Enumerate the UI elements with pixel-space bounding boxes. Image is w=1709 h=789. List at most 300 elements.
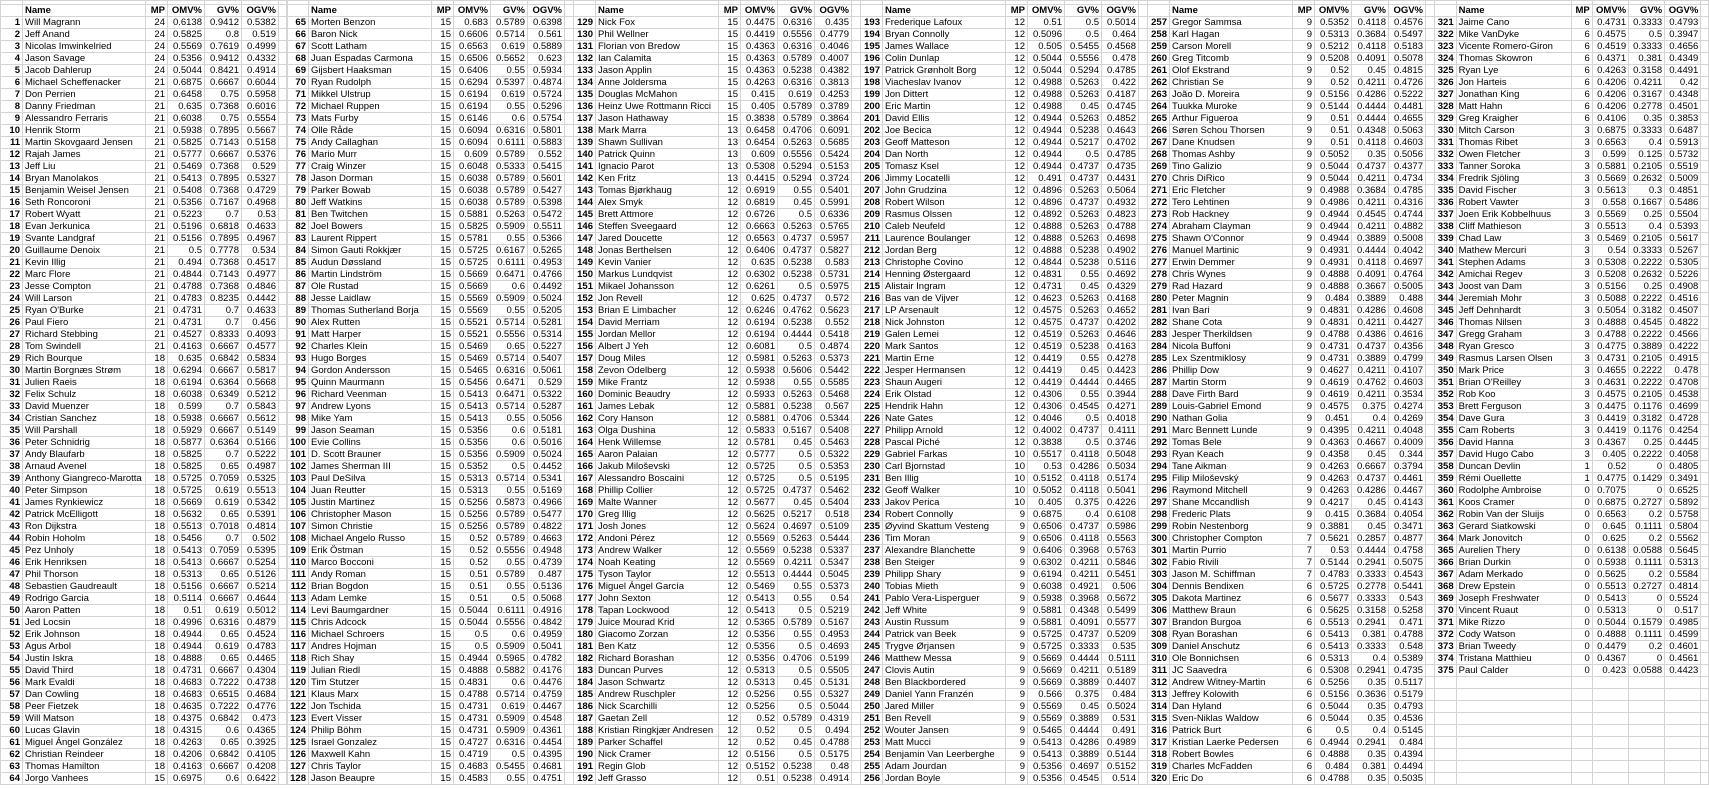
cell-mp[interactable]: 9 [1293, 413, 1315, 425]
cell-mp[interactable]: 0 [1571, 593, 1592, 605]
cell-mp[interactable]: 18 [146, 545, 168, 557]
cell-rank[interactable]: 202 [861, 125, 883, 137]
cell-rank[interactable]: 92 [287, 341, 309, 353]
cell-name[interactable]: Julien Raeis [23, 377, 146, 389]
cell-ogv[interactable]: 0.4394 [1389, 749, 1426, 761]
cell-mp[interactable]: 15 [432, 365, 454, 377]
header-rank[interactable] [861, 5, 883, 17]
cell-gv[interactable]: 0.4444 [778, 569, 815, 581]
cell-mp[interactable]: 12 [1006, 245, 1028, 257]
cell-omv[interactable]: 0.5938 [168, 125, 205, 137]
cell-rank[interactable]: 182 [574, 653, 596, 665]
cell-gv[interactable]: 0.375 [1352, 401, 1389, 413]
cell-omv[interactable]: 0.5777 [168, 149, 205, 161]
cell-name[interactable]: LP Arsenault [883, 305, 1006, 317]
cell-omv[interactable]: 0.5669 [1028, 665, 1065, 677]
cell-mp[interactable]: 9 [1006, 629, 1028, 641]
cell-mp[interactable]: 15 [432, 77, 454, 89]
cell-ogv[interactable]: 0.4538 [1665, 389, 1701, 401]
cell-gv[interactable]: 0.5263 [778, 353, 815, 365]
cell-omv[interactable]: 0.4419 [741, 29, 778, 41]
cell-mp[interactable]: 15 [719, 17, 741, 29]
cell-ogv[interactable]: 0.4846 [242, 281, 279, 293]
cell-rank[interactable]: 124 [287, 725, 309, 737]
cell-gv[interactable]: 0.2222 [1629, 365, 1665, 377]
cell-rank[interactable]: 179 [574, 617, 596, 629]
cell-ogv[interactable]: 0.4494 [1389, 761, 1426, 773]
cell-omv[interactable]: 0.4106 [1592, 113, 1628, 125]
cell-name[interactable]: David Third [23, 665, 146, 677]
cell-mp[interactable]: 21 [146, 293, 168, 305]
cell-mp[interactable]: 21 [146, 161, 168, 173]
cell-ogv[interactable]: 0.3813 [815, 77, 852, 89]
cell-gv[interactable]: 0.5873 [491, 497, 528, 509]
cell-mp[interactable]: 3 [1571, 449, 1592, 461]
cell-gv[interactable]: 0.6667 [205, 761, 242, 773]
cell-ogv[interactable]: 0.4785 [1102, 65, 1139, 77]
cell-ogv[interactable]: 0.5305 [1665, 257, 1701, 269]
cell-gv[interactable]: 0.35 [1352, 701, 1389, 713]
cell-mp[interactable]: 6 [1571, 77, 1592, 89]
cell-mp[interactable]: 21 [146, 89, 168, 101]
cell-omv[interactable]: 0.5624 [741, 521, 778, 533]
cell-name[interactable]: Mitch Carson [1456, 125, 1571, 137]
cell-omv[interactable]: 0.5456 [454, 377, 491, 389]
cell-mp[interactable]: 15 [719, 89, 741, 101]
cell-ogv[interactable]: 0.567 [815, 401, 852, 413]
cell-mp[interactable]: 12 [1006, 221, 1028, 233]
cell-rank[interactable]: 80 [287, 197, 309, 209]
cell-name[interactable]: Arnaud Avenel [23, 461, 146, 473]
cell-rank[interactable]: 120 [287, 677, 309, 689]
cell-name[interactable]: Tristana Matthieu [1456, 653, 1571, 665]
cell-ogv[interactable]: 0.4646 [1102, 329, 1139, 341]
cell-name[interactable]: Jeff Anand [23, 29, 146, 41]
cell-mp[interactable]: 9 [1006, 713, 1028, 725]
cell-gv[interactable]: 0.5167 [778, 425, 815, 437]
cell-omv[interactable]: 0.6094 [454, 137, 491, 149]
cell-name[interactable]: Christian Se [1170, 77, 1293, 89]
cell-rank[interactable]: 277 [1148, 257, 1170, 269]
cell-mp[interactable]: 3 [1571, 377, 1592, 389]
cell-name[interactable]: Kevin Illig [23, 257, 146, 269]
cell-mp[interactable]: 9 [1293, 521, 1315, 533]
cell-name[interactable]: Koos Cramer [1456, 497, 1571, 509]
cell-ogv[interactable]: 0.4269 [1389, 413, 1426, 425]
cell-ogv[interactable]: 0.4423 [1665, 665, 1701, 677]
cell-gv[interactable]: 0.4545 [1629, 317, 1665, 329]
header-rank[interactable] [287, 5, 309, 17]
cell-rank[interactable]: 41 [1, 497, 23, 509]
cell-omv[interactable]: 0.4727 [454, 737, 491, 749]
cell-gv[interactable]: 0.3667 [1352, 281, 1389, 293]
cell-omv[interactable]: 0.52 [1315, 65, 1352, 77]
cell-ogv[interactable]: 0.5486 [1665, 197, 1701, 209]
cell-mp[interactable]: 15 [432, 173, 454, 185]
cell-name[interactable]: Nick Fox [596, 17, 719, 29]
cell-omv[interactable]: 0.5669 [1592, 173, 1628, 185]
cell-omv[interactable]: 0.5313 [168, 569, 205, 581]
cell-mp[interactable]: 18 [146, 593, 168, 605]
cell-omv[interactable]: 0.5054 [1592, 305, 1628, 317]
cell-rank[interactable]: 196 [861, 53, 883, 65]
cell-mp[interactable]: 3 [1571, 389, 1592, 401]
cell-omv[interactable]: 0.5938 [1028, 593, 1065, 605]
cell-name[interactable]: Israel Gonzalez [309, 737, 432, 749]
cell-name[interactable]: Benjamin Weisel Jensen [23, 185, 146, 197]
cell-rank[interactable]: 77 [287, 161, 309, 173]
cell-name[interactable]: Nick Cramer [596, 749, 719, 761]
cell-gv[interactable]: 0.8 [205, 29, 242, 41]
cell-ogv[interactable]: 0.5149 [242, 425, 279, 437]
cell-ogv[interactable]: 0.4516 [1665, 293, 1701, 305]
cell-gv[interactable] [1629, 713, 1665, 725]
cell-rank[interactable]: 287 [1148, 377, 1170, 389]
cell-rank[interactable]: 144 [574, 197, 596, 209]
cell-mp[interactable]: 12 [1006, 53, 1028, 65]
cell-name[interactable]: Danny Friedman [23, 101, 146, 113]
cell-ogv[interactable]: 0.4779 [815, 29, 852, 41]
cell-ogv[interactable]: 0.4699 [1665, 401, 1701, 413]
cell-omv[interactable]: 0.4888 [1592, 317, 1628, 329]
cell-rank[interactable]: 237 [861, 545, 883, 557]
cell-rank[interactable]: 233 [861, 497, 883, 509]
cell-mp[interactable]: 9 [1293, 185, 1315, 197]
cell-rank[interactable]: 63 [1, 761, 23, 773]
cell-rank[interactable]: 135 [574, 89, 596, 101]
cell-name[interactable]: Jakov Perica [883, 497, 1006, 509]
cell-mp[interactable]: 3 [1571, 425, 1592, 437]
cell-name[interactable]: Steffen Sveegaard [596, 221, 719, 233]
cell-gv[interactable]: 0.4737 [1065, 317, 1102, 329]
cell-ogv[interactable]: 0.435 [815, 17, 852, 29]
cell-omv[interactable]: 0.5044 [1315, 713, 1352, 725]
cell-gv[interactable]: 0.4545 [1352, 209, 1389, 221]
cell-name[interactable]: Paul DeSilva [309, 473, 432, 485]
cell-rank[interactable]: 244 [861, 629, 883, 641]
header-omv[interactable]: OMV% [454, 5, 491, 17]
cell-spacer[interactable] [1701, 689, 1709, 701]
cell-gv[interactable]: 0.2 [1629, 569, 1665, 581]
cell-ogv[interactable]: 0.5061 [528, 365, 565, 377]
cell-rank[interactable]: 187 [574, 713, 596, 725]
cell-ogv[interactable]: 0.4805 [1665, 461, 1701, 473]
cell-name[interactable]: Michael Scheffenacker [23, 77, 146, 89]
cell-mp[interactable]: 12 [1006, 137, 1028, 149]
cell-rank[interactable]: 105 [287, 497, 309, 509]
cell-mp[interactable]: 21 [146, 173, 168, 185]
cell-gv[interactable]: 0.5 [778, 461, 815, 473]
cell-gv[interactable]: 0.619 [205, 605, 242, 617]
cell-mp[interactable]: 0 [1571, 557, 1592, 569]
cell-omv[interactable]: 0.6406 [741, 245, 778, 257]
cell-omv[interactable]: 0.4944 [454, 653, 491, 665]
cell-name[interactable]: Scott Latham [309, 41, 432, 53]
cell-name[interactable] [1456, 713, 1571, 725]
cell-rank[interactable]: 154 [574, 317, 596, 329]
cell-gv[interactable]: 0.2727 [1629, 497, 1665, 509]
cell-mp[interactable]: 18 [146, 377, 168, 389]
cell-rank[interactable]: 152 [574, 293, 596, 305]
cell-gv[interactable]: 0.6667 [205, 413, 242, 425]
cell-name[interactable]: Jed Locsin [23, 617, 146, 629]
cell-omv[interactable]: 0.4988 [1028, 77, 1065, 89]
cell-name[interactable]: Manuel Martinic [1170, 245, 1293, 257]
cell-ogv[interactable]: 0.5504 [1665, 209, 1701, 221]
cell-gv[interactable]: 0.55 [491, 413, 528, 425]
cell-omv[interactable]: 0.6458 [168, 89, 205, 101]
cell-gv[interactable]: 0.5789 [491, 17, 528, 29]
cell-name[interactable]: Jon Dittert [883, 89, 1006, 101]
cell-gv[interactable]: 0.3333 [1629, 245, 1665, 257]
cell-gv[interactable]: 0.9412 [205, 17, 242, 29]
cell-rank[interactable]: 374 [1435, 653, 1457, 665]
cell-name[interactable]: Andoni Pérez [596, 533, 719, 545]
cell-ogv[interactable]: 0.4788 [1389, 629, 1426, 641]
cell-mp[interactable]: 9 [1293, 53, 1315, 65]
cell-omv[interactable]: 0.4944 [1028, 125, 1065, 137]
cell-gv[interactable]: 0.1176 [1629, 425, 1665, 437]
cell-rank[interactable]: 55 [1, 665, 23, 677]
cell-ogv[interactable]: 0.5623 [815, 305, 852, 317]
cell-rank[interactable]: 286 [1148, 365, 1170, 377]
cell-ogv[interactable]: 0.5024 [528, 449, 565, 461]
cell-mp[interactable]: 12 [1006, 29, 1028, 41]
cell-rank[interactable]: 78 [287, 173, 309, 185]
cell-gv[interactable]: 0.5789 [778, 113, 815, 125]
cell-name[interactable] [1456, 677, 1571, 689]
cell-omv[interactable]: 0.5212 [1315, 41, 1352, 53]
cell-mp[interactable]: 12 [719, 221, 741, 233]
cell-gv[interactable]: 0.4211 [1352, 317, 1389, 329]
cell-gv[interactable]: 0.3 [1629, 185, 1665, 197]
cell-name[interactable]: Cory Hanson [596, 413, 719, 425]
cell-gv[interactable]: 0.5455 [1065, 41, 1102, 53]
cell-omv[interactable]: 0.5469 [1592, 233, 1628, 245]
cell-omv[interactable]: 0.6194 [454, 101, 491, 113]
cell-gv[interactable]: 0.6364 [205, 377, 242, 389]
cell-gv[interactable]: 0.7368 [205, 161, 242, 173]
cell-omv[interactable]: 0.6038 [168, 389, 205, 401]
cell-name[interactable]: Gregg Graham [1456, 329, 1571, 341]
cell-rank[interactable]: 282 [1148, 317, 1170, 329]
cell-omv[interactable]: 0.5521 [454, 329, 491, 341]
cell-name[interactable]: Brett Ferguson [1456, 401, 1571, 413]
cell-omv[interactable]: 0.5725 [1315, 581, 1352, 593]
cell-rank[interactable]: 97 [287, 401, 309, 413]
cell-gv[interactable]: 0.5238 [778, 65, 815, 77]
cell-omv[interactable]: 0.5088 [1592, 293, 1628, 305]
cell-ogv[interactable]: 0.4465 [242, 653, 279, 665]
cell-mp[interactable]: 9 [1006, 545, 1028, 557]
cell-name[interactable]: Colin Dunlap [883, 53, 1006, 65]
cell-ogv[interactable]: 0.4966 [528, 497, 565, 509]
cell-omv[interactable]: 0.5632 [168, 509, 205, 521]
cell-rank[interactable]: 254 [861, 749, 883, 761]
cell-gv[interactable]: 0.7222 [205, 677, 242, 689]
cell-rank[interactable]: 194 [861, 29, 883, 41]
cell-gv[interactable]: 0.5789 [491, 149, 528, 161]
cell-rank[interactable]: 292 [1148, 437, 1170, 449]
cell-ogv[interactable]: 0.4785 [1102, 149, 1139, 161]
cell-mp[interactable]: 3 [1571, 413, 1592, 425]
cell-mp[interactable]: 3 [1571, 341, 1592, 353]
cell-gv[interactable]: 0.5882 [491, 665, 528, 677]
cell-gv[interactable]: 0.5789 [491, 533, 528, 545]
cell-rank[interactable]: 134 [574, 77, 596, 89]
cell-ogv[interactable]: 0.4395 [528, 749, 565, 761]
cell-rank[interactable]: 64 [1, 773, 23, 785]
cell-name[interactable]: Joe Becica [883, 125, 1006, 137]
cell-mp[interactable]: 18 [146, 761, 168, 773]
cell-rank[interactable]: 69 [287, 65, 309, 77]
cell-omv[interactable]: 0.4371 [1592, 53, 1628, 65]
cell-ogv[interactable]: 0.3944 [1102, 389, 1139, 401]
cell-rank[interactable]: 260 [1148, 53, 1170, 65]
cell-omv[interactable]: 0.51 [168, 605, 205, 617]
cell-gv[interactable]: 0.4697 [778, 521, 815, 533]
cell-rank[interactable]: 52 [1, 629, 23, 641]
cell-name[interactable]: Albert J Yeh [596, 341, 719, 353]
cell-name[interactable]: Mario Murr [309, 149, 432, 161]
cell-gv[interactable]: 0.4211 [1352, 77, 1389, 89]
cell-rank[interactable]: 12 [1, 149, 23, 161]
cell-name[interactable]: Patrick Grønholt Borg [883, 65, 1006, 77]
cell-ogv[interactable]: 0.4608 [1389, 305, 1426, 317]
cell-omv[interactable]: 0.5725 [454, 257, 491, 269]
cell-rank[interactable]: 175 [574, 569, 596, 581]
cell-rank[interactable]: 352 [1435, 389, 1457, 401]
cell-mp[interactable]: 12 [719, 377, 741, 389]
cell-mp[interactable]: 6 [1293, 677, 1315, 689]
cell-name[interactable]: Philipp Shary [883, 569, 1006, 581]
cell-omv[interactable]: 0.6506 [1028, 533, 1065, 545]
cell-ogv[interactable]: 0.4365 [242, 725, 279, 737]
cell-gv[interactable]: 0.4211 [1352, 173, 1389, 185]
cell-name[interactable]: John Grudzina [883, 185, 1006, 197]
cell-rank[interactable]: 62 [1, 749, 23, 761]
cell-gv[interactable]: 0.4348 [1352, 125, 1389, 137]
cell-gv[interactable]: 0.45 [778, 437, 815, 449]
cell-name[interactable]: Erik Olstad [883, 389, 1006, 401]
cell-spacer[interactable] [1701, 605, 1709, 617]
cell-gv[interactable]: 0.5294 [778, 161, 815, 173]
cell-gv[interactable]: 0.2 [1629, 641, 1665, 653]
cell-name[interactable]: Rajah James [23, 149, 146, 161]
cell-rank[interactable]: 38 [1, 461, 23, 473]
cell-gv[interactable]: 0.6667 [205, 149, 242, 161]
cell-name[interactable]: Miguel Ángel González [23, 737, 146, 749]
cell-gv[interactable]: 0.2778 [1629, 101, 1665, 113]
cell-mp[interactable]: 12 [1006, 197, 1028, 209]
cell-ogv[interactable]: 0.4987 [242, 461, 279, 473]
cell-rank[interactable] [1435, 677, 1457, 689]
header-gv[interactable]: GV% [1629, 5, 1665, 17]
cell-name[interactable]: Jason Schwartz [596, 677, 719, 689]
cell-omv[interactable]: 0.5144 [1315, 101, 1352, 113]
cell-gv[interactable]: 0.5789 [491, 509, 528, 521]
cell-name[interactable]: Laurence Boulanger [883, 233, 1006, 245]
cell-spacer[interactable] [1701, 545, 1709, 557]
cell-mp[interactable]: 18 [146, 461, 168, 473]
cell-gv[interactable]: 0.6316 [491, 365, 528, 377]
cell-gv[interactable]: 0.5789 [491, 173, 528, 185]
cell-ogv[interactable]: 0.5227 [528, 341, 565, 353]
cell-omv[interactable]: 0.5929 [168, 425, 205, 437]
cell-ogv[interactable]: 0.529 [242, 161, 279, 173]
cell-ogv[interactable]: 0.5913 [1665, 137, 1701, 149]
cell-omv[interactable]: 0.4944 [1315, 209, 1352, 221]
cell-omv[interactable]: 0.5469 [168, 161, 205, 173]
cell-ogv[interactable]: 0.5617 [1665, 233, 1701, 245]
cell-name[interactable]: Audun Døssland [309, 257, 432, 269]
cell-ogv[interactable]: 0.5817 [242, 365, 279, 377]
cell-gv[interactable]: 0.5 [1629, 29, 1665, 41]
cell-rank[interactable]: 205 [861, 161, 883, 173]
cell-gv[interactable]: 0.5238 [1065, 257, 1102, 269]
cell-rank[interactable]: 276 [1148, 245, 1170, 257]
cell-ogv[interactable]: 0.4576 [1389, 17, 1426, 29]
cell-mp[interactable]: 3 [1571, 209, 1592, 221]
cell-mp[interactable]: 18 [146, 365, 168, 377]
cell-mp[interactable]: 3 [1571, 221, 1592, 233]
cell-omv[interactable] [1592, 737, 1628, 749]
cell-gv[interactable]: 0.4706 [778, 653, 815, 665]
cell-omv[interactable]: 0.5938 [741, 377, 778, 389]
cell-gv[interactable]: 0.4 [1352, 413, 1389, 425]
cell-spacer[interactable] [1701, 293, 1709, 305]
cell-ogv[interactable]: 0.5005 [1389, 281, 1426, 293]
cell-omv[interactable]: 0.6975 [168, 773, 205, 785]
cell-gv[interactable]: 0.4 [1629, 221, 1665, 233]
cell-mp[interactable]: 12 [1006, 89, 1028, 101]
cell-rank[interactable]: 51 [1, 617, 23, 629]
cell-omv[interactable]: 0.5256 [741, 701, 778, 713]
cell-omv[interactable]: 0.5677 [1315, 593, 1352, 605]
cell-gv[interactable]: 0.65 [205, 737, 242, 749]
cell-omv[interactable]: 0.4988 [1028, 89, 1065, 101]
cell-name[interactable]: Cody Watson [1456, 629, 1571, 641]
cell-mp[interactable]: 9 [1006, 509, 1028, 521]
cell-name[interactable]: Ryan Gresco [1456, 341, 1571, 353]
cell-rank[interactable]: 366 [1435, 557, 1457, 569]
cell-name[interactable]: Zevon Odelberg [596, 365, 719, 377]
cell-gv[interactable]: 0.2941 [1352, 737, 1389, 749]
cell-ogv[interactable]: 0.5577 [1102, 617, 1139, 629]
cell-ogv[interactable]: 0.4745 [1102, 101, 1139, 113]
cell-spacer[interactable] [1701, 41, 1709, 53]
cell-gv[interactable]: 0.5 [778, 449, 815, 461]
cell-name[interactable]: Phillip Collier [596, 485, 719, 497]
cell-mp[interactable]: 3 [1571, 281, 1592, 293]
cell-gv[interactable]: 0.4211 [1065, 569, 1102, 581]
cell-name[interactable]: Tane Aikman [1170, 461, 1293, 473]
cell-rank[interactable]: 139 [574, 137, 596, 149]
cell-ogv[interactable]: 0.5214 [242, 581, 279, 593]
cell-name[interactable]: Erwin Demmer [1170, 257, 1293, 269]
cell-rank[interactable]: 324 [1435, 53, 1457, 65]
cell-omv[interactable]: 0.4363 [1315, 437, 1352, 449]
cell-rank[interactable]: 108 [287, 533, 309, 545]
cell-name[interactable]: Brian Tweedy [1456, 641, 1571, 653]
cell-gv[interactable]: 0.7368 [205, 101, 242, 113]
cell-gv[interactable]: 0.5294 [778, 173, 815, 185]
cell-omv[interactable]: 0.4363 [741, 53, 778, 65]
cell-name[interactable]: Don Perrien [23, 89, 146, 101]
cell-rank[interactable]: 155 [574, 329, 596, 341]
cell-name[interactable]: Maxwell Kahn [309, 749, 432, 761]
cell-mp[interactable]: 9 [1293, 29, 1315, 41]
